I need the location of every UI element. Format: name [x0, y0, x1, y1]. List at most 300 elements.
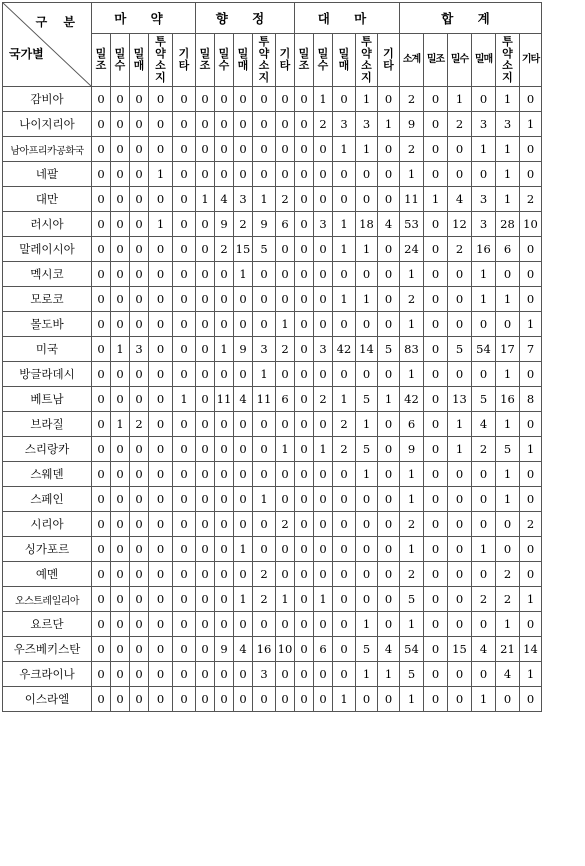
value-cell: 5 — [400, 587, 424, 612]
value-cell: 0 — [215, 562, 234, 587]
value-cell: 0 — [234, 462, 253, 487]
value-cell: 10 — [520, 212, 542, 237]
value-cell: 0 — [173, 287, 196, 312]
value-cell: 0 — [149, 337, 173, 362]
value-cell: 0 — [276, 237, 295, 262]
value-cell: 0 — [173, 87, 196, 112]
value-cell: 0 — [520, 412, 542, 437]
value-cell: 16 — [472, 237, 496, 262]
value-cell: 0 — [130, 237, 149, 262]
table-row — [3, 637, 542, 662]
value-cell: 0 — [92, 537, 111, 562]
value-cell: 5 — [253, 237, 276, 262]
value-cell: 0 — [253, 462, 276, 487]
value-cell: 0 — [378, 487, 400, 512]
table-row — [3, 387, 542, 412]
value-cell: 0 — [424, 112, 448, 137]
value-cell: 0 — [448, 612, 472, 637]
value-cell: 0 — [496, 512, 520, 537]
value-cell: 1 — [378, 387, 400, 412]
value-cell: 0 — [92, 87, 111, 112]
value-cell: 1 — [520, 437, 542, 462]
value-cell: 0 — [92, 187, 111, 212]
value-cell: 1 — [356, 87, 378, 112]
value-cell: 1 — [400, 462, 424, 487]
value-cell: 2 — [496, 562, 520, 587]
value-cell: 4 — [472, 637, 496, 662]
value-cell: 0 — [314, 462, 333, 487]
value-cell: 0 — [173, 487, 196, 512]
value-cell: 0 — [173, 137, 196, 162]
value-cell: 0 — [295, 412, 314, 437]
value-cell: 3 — [496, 112, 520, 137]
value-cell: 0 — [333, 312, 356, 337]
value-cell: 7 — [520, 337, 542, 362]
value-cell: 0 — [253, 137, 276, 162]
value-cell: 1 — [111, 412, 130, 437]
value-cell: 0 — [424, 137, 448, 162]
value-cell: 0 — [215, 262, 234, 287]
value-cell: 1 — [400, 262, 424, 287]
value-cell: 0 — [196, 387, 215, 412]
value-cell: 17 — [496, 337, 520, 362]
value-cell: 0 — [295, 187, 314, 212]
value-cell: 0 — [276, 537, 295, 562]
value-cell: 0 — [149, 537, 173, 562]
country-cell: 몰도바 — [3, 312, 92, 337]
value-cell: 2 — [472, 587, 496, 612]
value-cell: 2 — [130, 412, 149, 437]
subheader-cannabis-0: 밀조 — [295, 34, 314, 87]
value-cell: 0 — [448, 312, 472, 337]
subheader-total-5: 기타 — [520, 34, 542, 87]
value-cell: 0 — [130, 387, 149, 412]
value-cell: 0 — [295, 587, 314, 612]
value-cell: 0 — [149, 362, 173, 387]
value-cell: 0 — [149, 87, 173, 112]
value-cell: 0 — [333, 662, 356, 687]
value-cell: 3 — [314, 212, 333, 237]
value-cell: 0 — [196, 437, 215, 462]
table-row — [3, 112, 542, 137]
subheader-narcotics-0: 밀조 — [92, 34, 111, 87]
table-row — [3, 412, 542, 437]
subheader-total-0: 소계 — [400, 34, 424, 87]
value-cell: 5 — [496, 437, 520, 462]
value-cell: 1 — [448, 412, 472, 437]
value-cell: 9 — [400, 437, 424, 462]
value-cell: 0 — [196, 412, 215, 437]
value-cell: 2 — [234, 212, 253, 237]
value-cell: 3 — [253, 662, 276, 687]
value-cell: 0 — [111, 387, 130, 412]
value-cell: 0 — [314, 687, 333, 712]
value-cell: 0 — [215, 487, 234, 512]
value-cell: 54 — [400, 637, 424, 662]
value-cell: 1 — [520, 587, 542, 612]
value-cell: 0 — [472, 662, 496, 687]
value-cell: 3 — [234, 187, 253, 212]
value-cell: 0 — [234, 662, 253, 687]
value-cell: 0 — [130, 162, 149, 187]
subheader-cannabis-2: 밀매 — [333, 34, 356, 87]
value-cell: 2 — [400, 287, 424, 312]
table-row — [3, 312, 542, 337]
subheader-cannabis-1: 밀수 — [314, 34, 333, 87]
value-cell: 0 — [314, 312, 333, 337]
value-cell: 0 — [472, 162, 496, 187]
value-cell: 0 — [424, 562, 448, 587]
value-cell: 0 — [149, 262, 173, 287]
value-cell: 0 — [173, 437, 196, 462]
value-cell: 0 — [215, 362, 234, 387]
value-cell: 0 — [215, 137, 234, 162]
value-cell: 4 — [234, 637, 253, 662]
value-cell: 0 — [496, 537, 520, 562]
value-cell: 0 — [295, 437, 314, 462]
value-cell: 4 — [472, 412, 496, 437]
country-cell: 요르단 — [3, 612, 92, 637]
value-cell: 0 — [253, 87, 276, 112]
country-cell: 시리아 — [3, 512, 92, 537]
value-cell: 0 — [196, 262, 215, 287]
value-cell: 0 — [234, 412, 253, 437]
value-cell: 0 — [111, 112, 130, 137]
value-cell: 0 — [130, 512, 149, 537]
value-cell: 0 — [111, 287, 130, 312]
value-cell: 0 — [424, 512, 448, 537]
value-cell: 0 — [130, 262, 149, 287]
value-cell: 0 — [173, 562, 196, 587]
value-cell: 0 — [215, 462, 234, 487]
value-cell: 6 — [276, 387, 295, 412]
value-cell: 1 — [333, 237, 356, 262]
value-cell: 1 — [356, 662, 378, 687]
value-cell: 3 — [253, 337, 276, 362]
value-cell: 0 — [520, 287, 542, 312]
value-cell: 0 — [149, 437, 173, 462]
value-cell: 0 — [234, 687, 253, 712]
table-row — [3, 187, 542, 212]
table-row — [3, 487, 542, 512]
value-cell: 0 — [130, 137, 149, 162]
value-cell: 1 — [276, 437, 295, 462]
value-cell: 0 — [424, 637, 448, 662]
value-cell: 0 — [196, 237, 215, 262]
value-cell: 0 — [333, 162, 356, 187]
value-cell: 16 — [253, 637, 276, 662]
value-cell: 0 — [424, 687, 448, 712]
country-cell: 방글라데시 — [3, 362, 92, 387]
value-cell: 0 — [173, 112, 196, 137]
value-cell: 1 — [215, 337, 234, 362]
subheader-narcotics-1: 밀수 — [111, 34, 130, 87]
value-cell: 0 — [378, 512, 400, 537]
country-cell: 미국 — [3, 337, 92, 362]
value-cell: 0 — [234, 112, 253, 137]
value-cell: 1 — [472, 262, 496, 287]
value-cell: 0 — [448, 537, 472, 562]
value-cell: 0 — [295, 512, 314, 537]
group-header-cannabis: 대 마 — [295, 3, 400, 34]
value-cell: 0 — [276, 612, 295, 637]
value-cell: 0 — [276, 287, 295, 312]
value-cell: 0 — [130, 562, 149, 587]
value-cell: 0 — [234, 612, 253, 637]
value-cell: 42 — [333, 337, 356, 362]
value-cell: 0 — [215, 437, 234, 462]
value-cell: 1 — [276, 587, 295, 612]
value-cell: 0 — [472, 512, 496, 537]
value-cell: 0 — [196, 537, 215, 562]
value-cell: 0 — [173, 362, 196, 387]
table-row — [3, 287, 542, 312]
value-cell: 0 — [314, 612, 333, 637]
subheader-total-2: 밀수 — [448, 34, 472, 87]
value-cell: 0 — [424, 87, 448, 112]
value-cell: 1 — [400, 312, 424, 337]
value-cell: 0 — [92, 212, 111, 237]
value-cell: 0 — [149, 112, 173, 137]
value-cell: 0 — [196, 162, 215, 187]
value-cell: 0 — [276, 262, 295, 287]
value-cell: 0 — [130, 487, 149, 512]
value-cell: 1 — [314, 87, 333, 112]
value-cell: 0 — [333, 462, 356, 487]
value-cell: 0 — [196, 212, 215, 237]
value-cell: 4 — [215, 187, 234, 212]
value-cell: 1 — [378, 662, 400, 687]
country-cell: 네팔 — [3, 162, 92, 187]
value-cell: 0 — [520, 487, 542, 512]
value-cell: 0 — [520, 462, 542, 487]
value-cell: 0 — [215, 412, 234, 437]
value-cell: 0 — [173, 662, 196, 687]
value-cell: 2 — [520, 512, 542, 537]
value-cell: 4 — [378, 212, 400, 237]
value-cell: 1 — [333, 387, 356, 412]
value-cell: 0 — [173, 162, 196, 187]
value-cell: 0 — [149, 687, 173, 712]
value-cell: 0 — [356, 362, 378, 387]
value-cell: 0 — [333, 587, 356, 612]
value-cell: 0 — [520, 237, 542, 262]
value-cell: 0 — [92, 687, 111, 712]
value-cell: 0 — [448, 587, 472, 612]
value-cell: 2 — [448, 237, 472, 262]
value-cell: 14 — [520, 637, 542, 662]
value-cell: 1 — [496, 287, 520, 312]
value-cell: 54 — [472, 337, 496, 362]
group-header-narcotics: 마 약 — [92, 3, 196, 34]
value-cell: 0 — [520, 537, 542, 562]
value-cell: 1 — [173, 387, 196, 412]
value-cell: 0 — [314, 287, 333, 312]
value-cell: 0 — [424, 662, 448, 687]
value-cell: 1 — [496, 137, 520, 162]
value-cell: 0 — [173, 637, 196, 662]
value-cell: 0 — [196, 137, 215, 162]
value-cell: 0 — [92, 437, 111, 462]
value-cell: 0 — [295, 287, 314, 312]
value-cell: 0 — [424, 387, 448, 412]
subheader-total-1: 밀조 — [424, 34, 448, 87]
value-cell: 0 — [295, 637, 314, 662]
value-cell: 0 — [130, 437, 149, 462]
country-cell: 오스트레일리아 — [3, 587, 92, 612]
table-row — [3, 512, 542, 537]
value-cell: 24 — [400, 237, 424, 262]
value-cell: 1 — [234, 537, 253, 562]
value-cell: 0 — [472, 362, 496, 387]
value-cell: 1 — [234, 587, 253, 612]
value-cell: 2 — [314, 387, 333, 412]
value-cell: 0 — [448, 287, 472, 312]
value-cell: 21 — [496, 637, 520, 662]
value-cell: 0 — [111, 187, 130, 212]
value-cell: 0 — [253, 412, 276, 437]
table-row — [3, 662, 542, 687]
value-cell: 0 — [130, 537, 149, 562]
value-cell: 1 — [496, 362, 520, 387]
value-cell: 0 — [520, 262, 542, 287]
value-cell: 0 — [149, 462, 173, 487]
value-cell: 0 — [333, 87, 356, 112]
value-cell: 0 — [253, 112, 276, 137]
value-cell: 0 — [173, 237, 196, 262]
table-row — [3, 337, 542, 362]
value-cell: 0 — [356, 537, 378, 562]
value-cell: 0 — [424, 337, 448, 362]
table-row — [3, 437, 542, 462]
value-cell: 5 — [356, 637, 378, 662]
value-cell: 0 — [520, 687, 542, 712]
value-cell: 3 — [472, 212, 496, 237]
value-cell: 5 — [448, 337, 472, 362]
value-cell: 1 — [496, 162, 520, 187]
value-cell: 0 — [234, 437, 253, 462]
value-cell: 0 — [295, 362, 314, 387]
value-cell: 2 — [400, 137, 424, 162]
value-cell: 1 — [496, 487, 520, 512]
value-cell: 0 — [378, 537, 400, 562]
value-cell: 2 — [400, 87, 424, 112]
value-cell: 1 — [149, 162, 173, 187]
value-cell: 0 — [173, 462, 196, 487]
value-cell: 0 — [196, 337, 215, 362]
subheader-cannabis-3: 투약소지 — [356, 34, 378, 87]
value-cell: 1 — [356, 612, 378, 637]
value-cell: 1 — [472, 287, 496, 312]
table-row — [3, 462, 542, 487]
value-cell: 4 — [378, 637, 400, 662]
value-cell: 2 — [400, 562, 424, 587]
value-cell: 1 — [149, 212, 173, 237]
value-cell: 0 — [378, 462, 400, 487]
value-cell: 18 — [356, 212, 378, 237]
value-cell: 1 — [520, 312, 542, 337]
value-cell: 0 — [173, 212, 196, 237]
value-cell: 0 — [111, 487, 130, 512]
value-cell: 0 — [424, 612, 448, 637]
value-cell: 0 — [92, 587, 111, 612]
value-cell: 0 — [314, 537, 333, 562]
value-cell: 0 — [356, 562, 378, 587]
country-cell: 스페인 — [3, 487, 92, 512]
value-cell: 5 — [378, 337, 400, 362]
value-cell: 0 — [314, 662, 333, 687]
subheader-narcotics-2: 밀매 — [130, 34, 149, 87]
value-cell: 0 — [92, 462, 111, 487]
value-cell: 1 — [356, 287, 378, 312]
value-cell: 53 — [400, 212, 424, 237]
value-cell: 0 — [424, 437, 448, 462]
value-cell: 0 — [295, 312, 314, 337]
value-cell: 0 — [92, 637, 111, 662]
value-cell: 0 — [314, 237, 333, 262]
value-cell: 1 — [400, 487, 424, 512]
value-cell: 2 — [215, 237, 234, 262]
value-cell: 0 — [333, 537, 356, 562]
value-cell: 0 — [356, 162, 378, 187]
value-cell: 0 — [215, 512, 234, 537]
value-cell: 0 — [253, 262, 276, 287]
value-cell: 0 — [253, 512, 276, 537]
subheader-narcotics-3: 투약소지 — [149, 34, 173, 87]
value-cell: 0 — [314, 262, 333, 287]
value-cell: 0 — [215, 87, 234, 112]
value-cell: 2 — [333, 437, 356, 462]
value-cell: 0 — [424, 537, 448, 562]
value-cell: 0 — [149, 612, 173, 637]
subheader-psychotropics-3: 투약소지 — [253, 34, 276, 87]
value-cell: 0 — [424, 362, 448, 387]
value-cell: 0 — [314, 487, 333, 512]
value-cell: 0 — [92, 512, 111, 537]
value-cell: 0 — [215, 162, 234, 187]
drug-crime-by-country-table — [2, 2, 542, 712]
value-cell: 0 — [149, 187, 173, 212]
value-cell: 0 — [130, 312, 149, 337]
value-cell: 0 — [111, 687, 130, 712]
value-cell: 1 — [472, 137, 496, 162]
value-cell: 0 — [130, 187, 149, 212]
value-cell: 0 — [356, 187, 378, 212]
value-cell: 0 — [333, 637, 356, 662]
value-cell: 0 — [111, 462, 130, 487]
value-cell: 0 — [448, 162, 472, 187]
value-cell: 0 — [333, 262, 356, 287]
value-cell: 14 — [356, 337, 378, 362]
value-cell: 0 — [196, 562, 215, 587]
value-cell: 0 — [333, 612, 356, 637]
value-cell: 5 — [400, 662, 424, 687]
value-cell: 4 — [448, 187, 472, 212]
value-cell: 2 — [314, 112, 333, 137]
value-cell: 0 — [448, 487, 472, 512]
value-cell: 0 — [520, 162, 542, 187]
value-cell: 0 — [196, 487, 215, 512]
value-cell: 1 — [253, 362, 276, 387]
value-cell: 0 — [424, 287, 448, 312]
value-cell: 0 — [378, 237, 400, 262]
country-cell: 감비아 — [3, 87, 92, 112]
value-cell: 0 — [234, 512, 253, 537]
value-cell: 1 — [400, 537, 424, 562]
value-cell: 4 — [234, 387, 253, 412]
value-cell: 11 — [215, 387, 234, 412]
value-cell: 2 — [472, 437, 496, 462]
